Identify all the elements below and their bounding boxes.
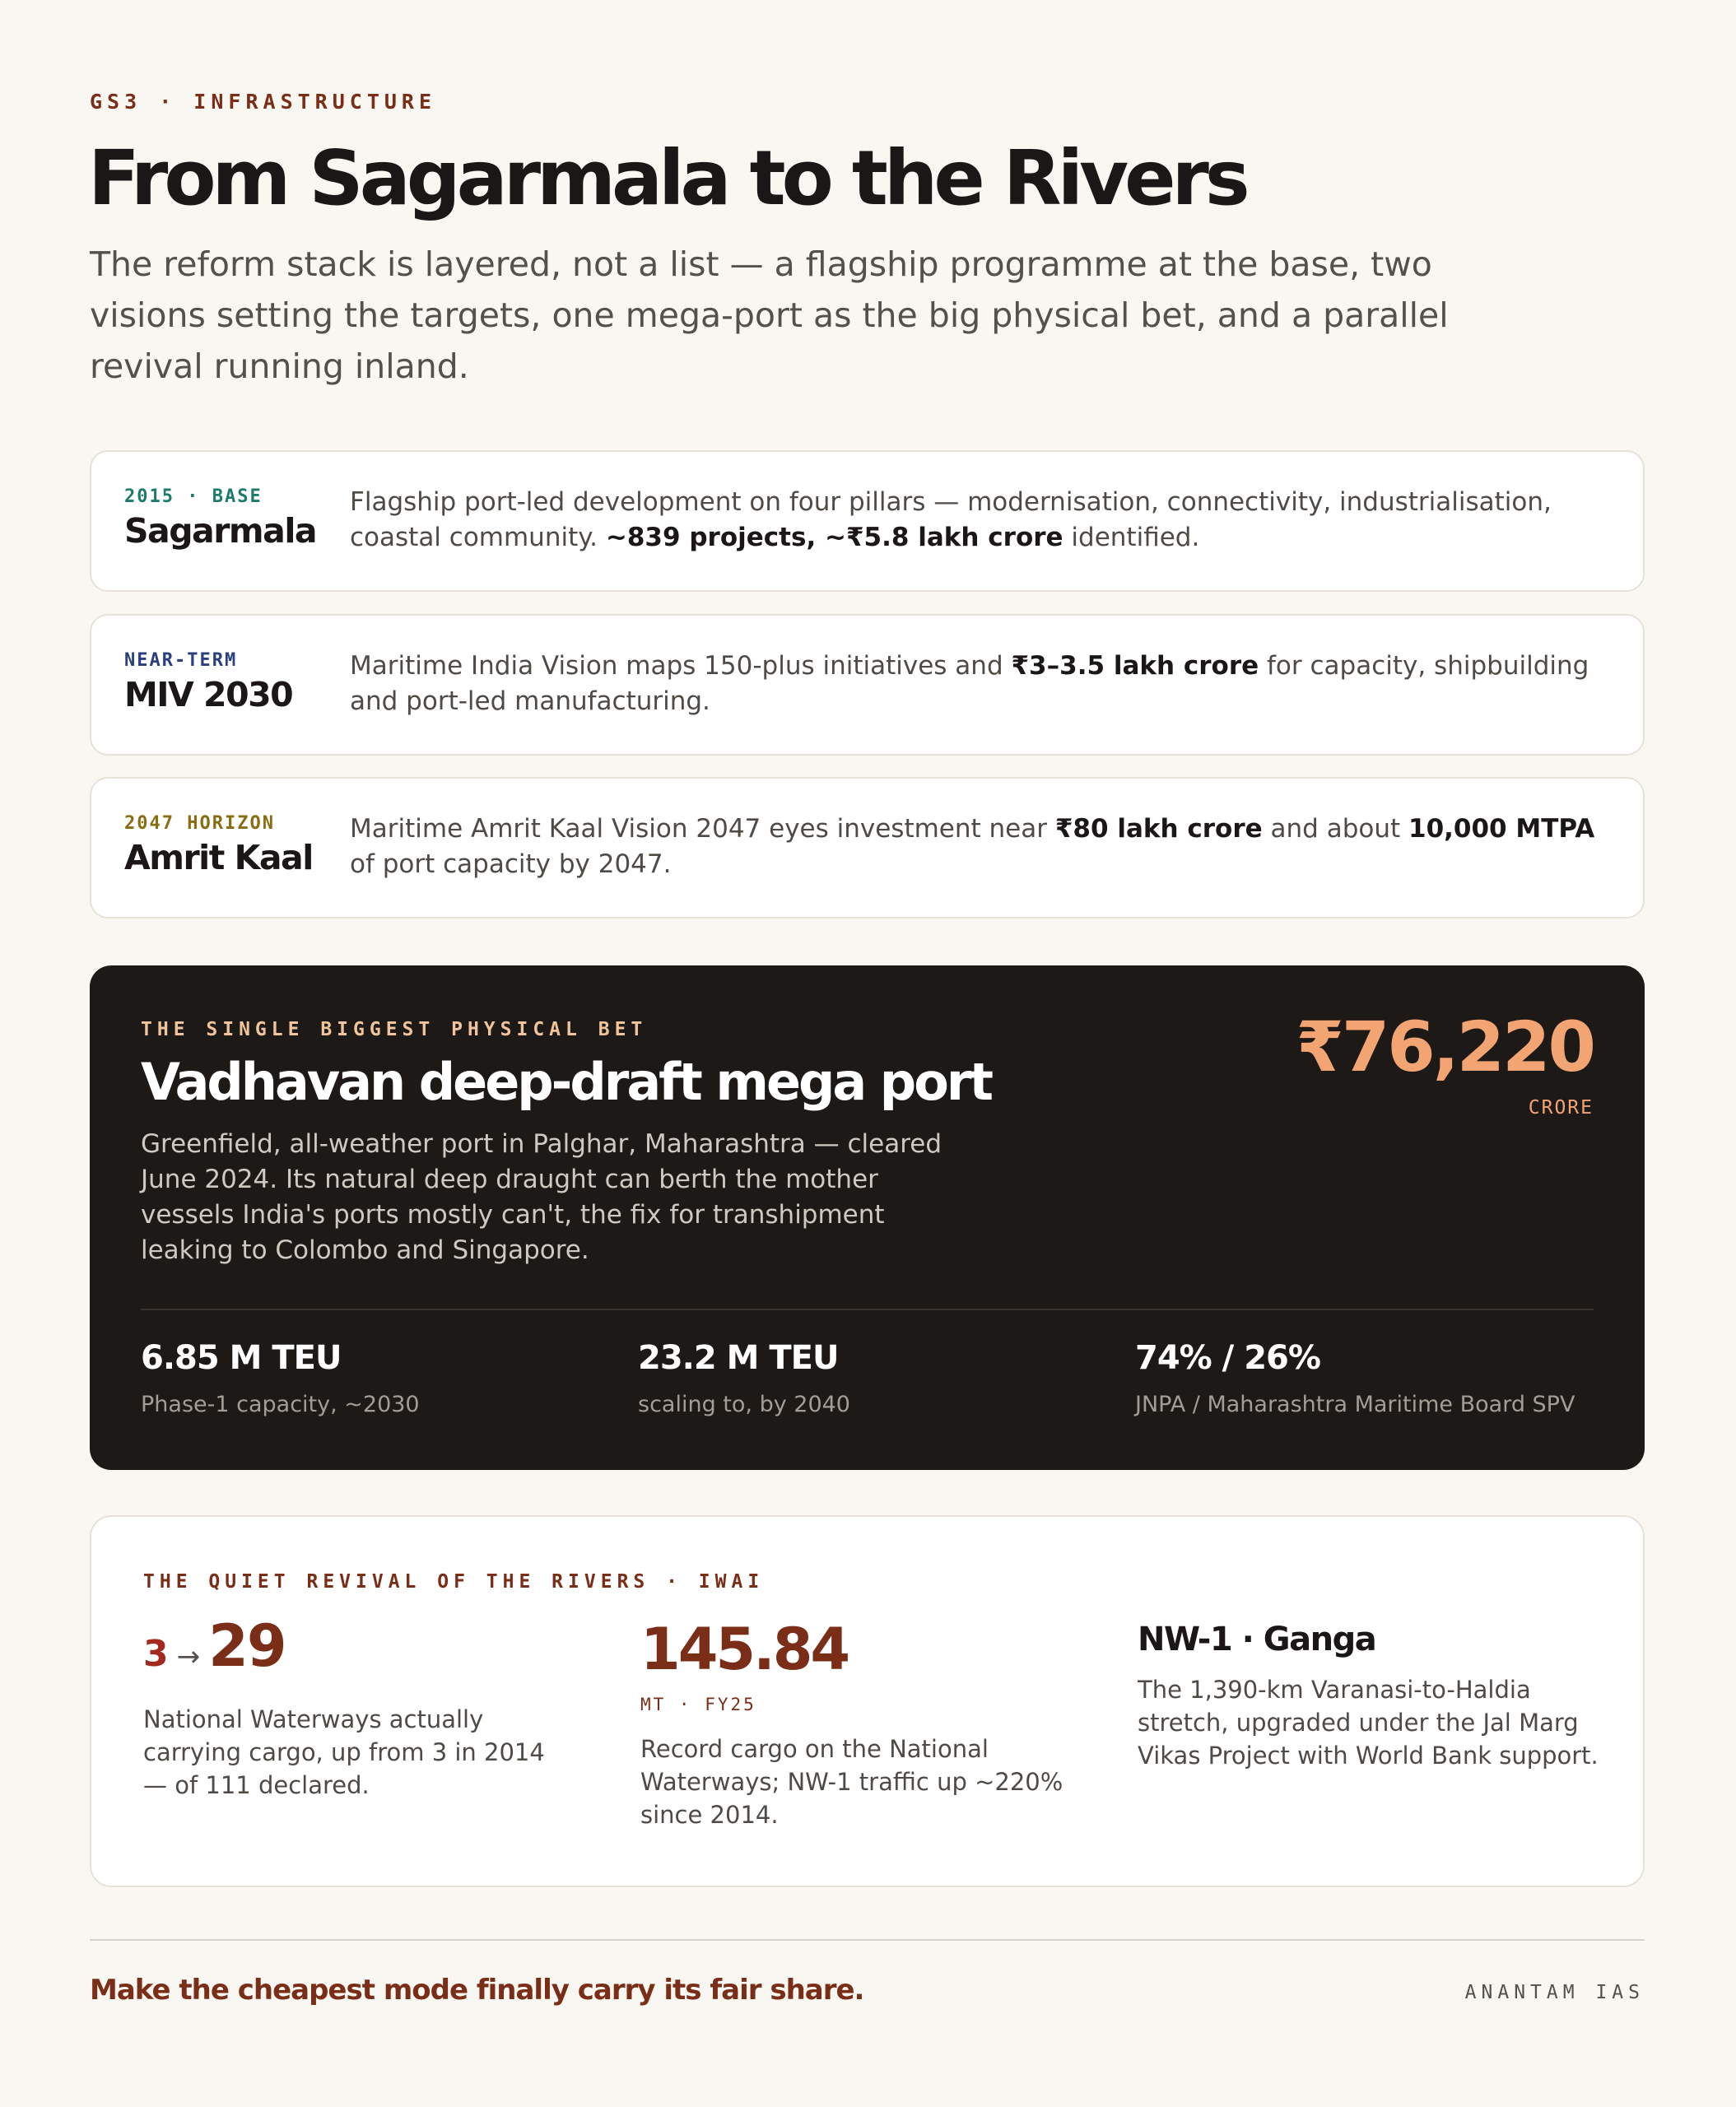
tier-description (350, 649, 1617, 719)
tier-highlight: ₹80 lakh crore (1054, 814, 1263, 844)
footer-brand: ANANTAM IAS (1464, 1982, 1645, 2003)
tier-text: and about (1262, 814, 1408, 844)
rivers-kicker: THE QUIET REVIVAL OF THE RIVERS · IWAI (143, 1571, 765, 1593)
stat-label: scaling to, by 2040 (638, 1392, 850, 1417)
page-subtitle: The reform stack is layered, not a list — a flagship programme at the base, two visions setting the targets, one mega-port as the big physical bet, and a parallel revival running inland. (90, 244, 1449, 386)
cargo-unit: MT · FY25 (640, 1695, 756, 1714)
vadhavan-amount: ₹76,220 (1296, 1007, 1594, 1087)
stat-value: 74% / 26% (1135, 1339, 1320, 1377)
tier-text: Flagship port-led development on four pillars — modernisation, connectivity, industrialisation, coastal community. (350, 487, 1552, 552)
tier-highlight: 10,000 MTPA (1408, 814, 1595, 844)
stat-value: 6.85 M TEU (141, 1339, 342, 1377)
tier-text: identified. (1063, 523, 1200, 552)
tier-text: for capacity, shipbuilding and port-led manufacturing. (350, 651, 1589, 716)
ganga-title: NW-1 · Ganga (1138, 1621, 1376, 1658)
tier-name: Amrit Kaal (124, 838, 313, 877)
vadhavan-panel (90, 965, 1645, 1470)
tier-tag: NEAR-TERM (124, 650, 238, 671)
cargo-value: 145.84 (640, 1616, 849, 1683)
divider (141, 1309, 1594, 1310)
ganga-description: The 1,390-km Varanasi-to-Haldia stretch, upgraded under the Jal Marg Vikas Project with World Bank support. (1138, 1676, 1599, 1770)
ganga-stat (1138, 1612, 1599, 1772)
cargo-stat (640, 1612, 1085, 1831)
waterways-to: 29 (208, 1612, 286, 1680)
waterways-figure (143, 1612, 588, 1686)
footer-divider (90, 1939, 1645, 1941)
tier-text: Maritime India Vision maps 150-plus initiatives and (350, 651, 1012, 681)
arrow-right-icon: → (176, 1640, 201, 1673)
tier-highlight: ₹3–3.5 lakh crore (1011, 651, 1259, 681)
tier-name: MIV 2030 (124, 675, 293, 714)
rivers-panel (90, 1515, 1645, 1887)
vadhavan-stat-ownership (1135, 1339, 1575, 1417)
vadhavan-title: Vadhavan deep-draft mega port (141, 1052, 991, 1112)
vadhavan-description: Greenfield, all-weather port in Palghar, Maharashtra — cleared June 2024. Its natural deep draught can berth the mother vessels India's ports mostly can't, the fix for transhipment leaking to Colombo and Singapore. (141, 1129, 942, 1265)
cargo-description: Record cargo on the National Waterways; NW-1 traffic up ~220% since 2014. (640, 1735, 1063, 1829)
page-title: From Sagarmala to the Rivers (88, 134, 1246, 222)
tier-text: of port capacity by 2047. (350, 849, 672, 879)
tier-description (350, 485, 1617, 556)
stat-label: Phase-1 capacity, ~2030 (141, 1392, 420, 1417)
vadhavan-stat-phase1 (141, 1339, 420, 1417)
tier-card-sagarmala (90, 450, 1645, 592)
vadhavan-stat-scaling (638, 1339, 850, 1417)
tier-tag: 2015 · BASE (124, 486, 263, 507)
tier-card-amrit-kaal (90, 777, 1645, 919)
vadhavan-kicker: THE SINGLE BIGGEST PHYSICAL BET (141, 1019, 648, 1040)
tier-highlight: ~839 projects, ~₹5.8 lakh crore (605, 523, 1063, 552)
waterways-description: National Waterways actually carrying cargo, up from 3 in 2014 — of 111 declared. (143, 1705, 545, 1799)
stat-label: JNPA / Maharashtra Maritime Board SPV (1135, 1392, 1575, 1417)
tier-description (350, 812, 1617, 882)
tier-text: Maritime Amrit Kaal Vision 2047 eyes investment near (350, 814, 1055, 844)
waterways-stat (143, 1612, 588, 1802)
footer-tagline: Make the cheapest mode finally carry its fair share. (90, 1974, 864, 2007)
tier-name: Sagarmala (124, 511, 317, 551)
tier-card-miv-2030 (90, 614, 1645, 756)
vadhavan-amount-unit: CRORE (1528, 1097, 1594, 1119)
stat-value: 23.2 M TEU (638, 1339, 839, 1377)
section-kicker: GS3 · INFRASTRUCTURE (90, 90, 437, 114)
waterways-from: 3 (143, 1633, 169, 1675)
tier-tag: 2047 HORIZON (124, 813, 275, 834)
